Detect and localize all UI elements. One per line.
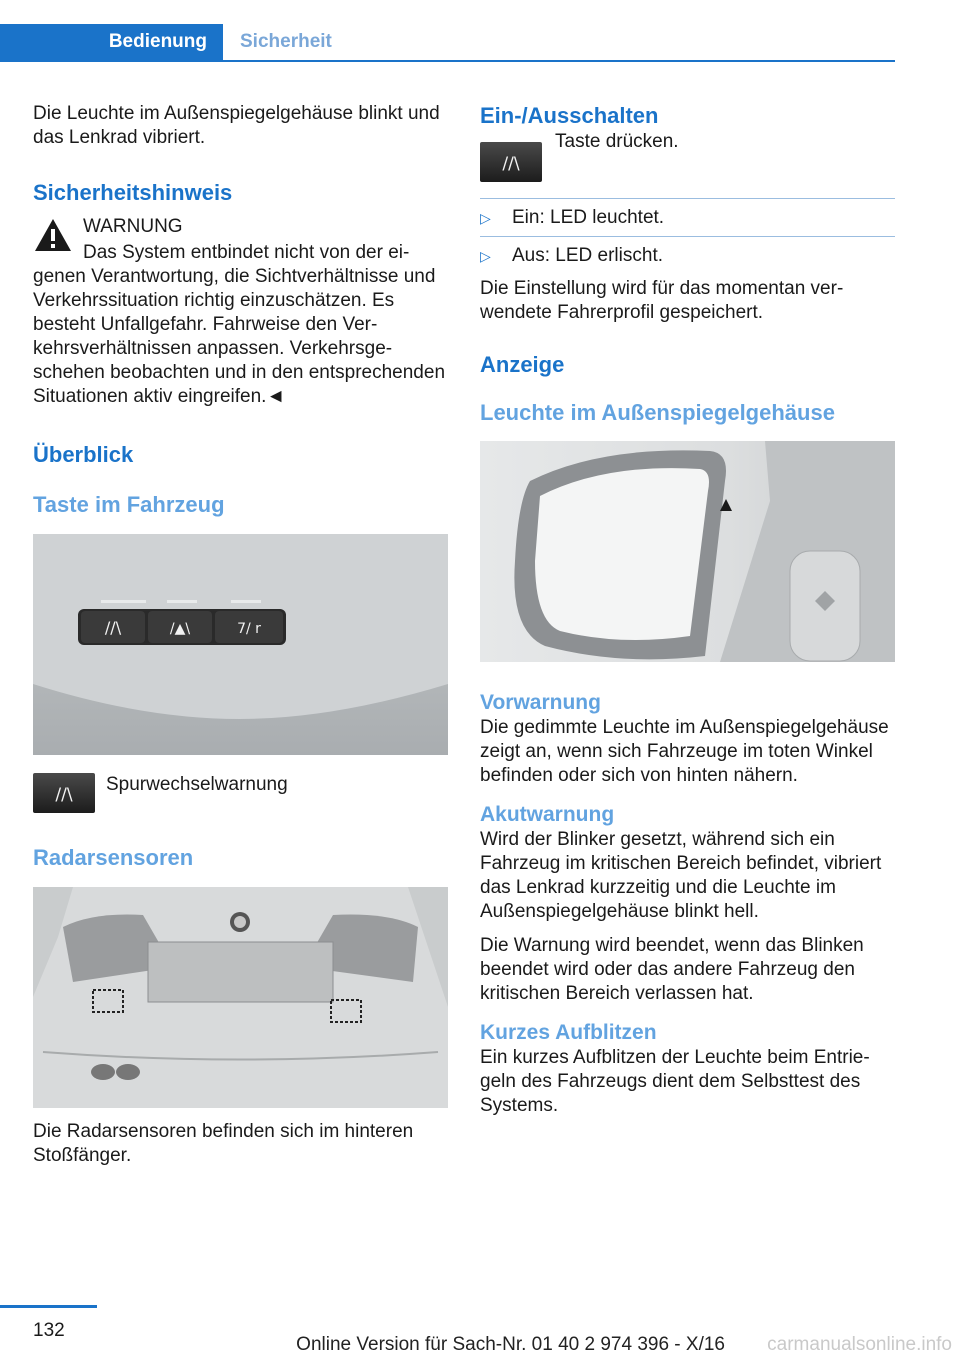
acute-text-1: Wird der Blinker gesetzt, während sich ein Fahrzeug im kritischen Bereich befindet, vibriert das Lenkrad kurzzeitig und die Leuchte im Außenspiegelgehäuse blinkt hell. — [480, 829, 882, 922]
prewarn-text: Die gedimmte Leuchte im Außenspiegelgehäuse zeigt an, wenn sich Fahrzeuge im toten Winkel befinden oder sich von hinten nähern. — [480, 717, 889, 786]
lane-change-button-icon — [33, 773, 95, 813]
onoff-instruction — [480, 131, 895, 186]
display-heading: Anzeige — [480, 352, 565, 377]
mirror-heading: Leuchte im Außenspiegelgehäuse — [480, 400, 835, 425]
flash-heading: Kurzes Aufblitzen — [480, 1021, 657, 1044]
radar-text: Die Radarsensoren befinden sich im hinteren Stoßfänger. — [33, 1121, 414, 1166]
watermark: carmanualsonline.info — [767, 1334, 952, 1355]
warning-text: genen Verantwortung, die Sichtverhältnisse und Verkehrssituation richtig einzuschätzen. Es besteht Unfallgefahr. Fahrweise den Verkehrsverhältnissen anpassen. Verkehrsgeschehen beobachten und in den entsprechenden Situationen aktiv eingreifen.◄ — [33, 266, 446, 407]
warning-text-first-line: Das System entbindet nicht von der ei- — [83, 242, 410, 263]
svg-text:7/ r: 7/ r — [237, 621, 261, 637]
prewarn-heading: Vorwarnung — [480, 691, 601, 714]
list-item: ▷ Ein: LED leuchtet. — [480, 207, 665, 228]
safety-heading: Sicherheitshinweis — [33, 180, 233, 205]
svg-text://\: //\ — [55, 785, 73, 805]
flash-text: Ein kurzes Aufblitzen der Leuchte beim Entriegeln des Fahrzeugs dient dem Selbsttest des Systems. — [480, 1047, 870, 1116]
mirror-photo — [480, 441, 895, 662]
warning-label: WARNUNG — [83, 216, 183, 237]
profile-text: Die Einstellung wird für das momentan verwendete Fahrerprofil gespeichert. — [480, 278, 844, 323]
chapter-tabs — [0, 24, 895, 62]
page-number: 132 — [33, 1320, 65, 1341]
button-panel-photo — [33, 534, 448, 755]
acute-text-2: Die Warnung wird beendet, wenn das Blinken beendet wird oder das andere Fahrzeug den kritischen Bereich verlassen hat. — [480, 935, 864, 1004]
list-divider — [480, 198, 895, 199]
left-column — [33, 100, 448, 1168]
lane-change-button-icon — [480, 142, 542, 182]
press-button-text: Taste drücken. — [555, 131, 679, 152]
right-column — [480, 100, 895, 1118]
overview-heading: Überblick — [33, 442, 134, 467]
intro-text: Die Leuchte im Außenspiegelgehäuse blinkt und das Lenkrad vibriert. — [33, 103, 440, 148]
footer-version: Online Version für Sach-Nr. 01 40 2 974 396 - X/16 — [296, 1334, 725, 1355]
button-heading: Taste im Fahrzeug — [33, 492, 225, 517]
list-divider — [480, 236, 895, 237]
radar-heading: Radarsensoren — [33, 845, 194, 870]
acute-heading: Akutwarnung — [480, 803, 615, 826]
radar-sensor-photo — [33, 887, 448, 1108]
button-caption: Spurwechselwarnung — [106, 774, 288, 795]
footer-rule — [0, 1305, 97, 1308]
onoff-list — [480, 198, 895, 268]
warning-block — [33, 215, 448, 409]
svg-text://\: //\ — [502, 154, 520, 174]
svg-text://\: //\ — [104, 618, 122, 637]
tab-divider — [0, 60, 895, 62]
triangle-bullet-icon: ▷ — [480, 210, 491, 226]
tab-sicherheit[interactable]: Sicherheit — [240, 31, 332, 52]
tab-bedienung[interactable]: Bedienung — [0, 24, 223, 60]
svg-text:/▲\: /▲\ — [169, 621, 191, 637]
triangle-bullet-icon: ▷ — [480, 248, 491, 264]
list-item: ▷ Aus: LED erlischt. — [480, 245, 663, 266]
onoff-heading: Ein-/Ausschalten — [480, 103, 659, 128]
button-legend — [33, 773, 448, 818]
warning-triangle-icon — [33, 217, 73, 253]
